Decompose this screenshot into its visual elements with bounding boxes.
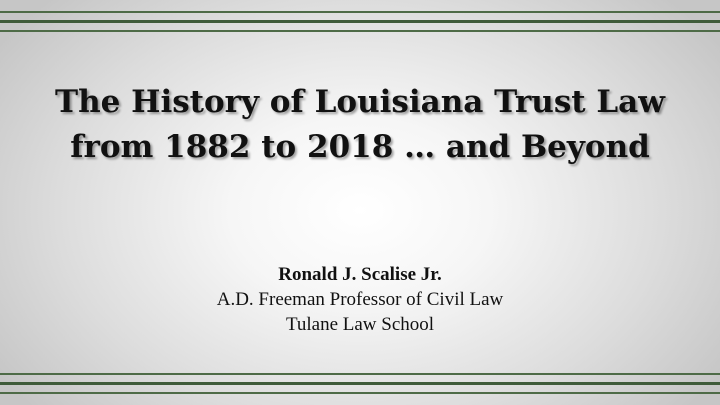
bottom-decorative-lines <box>0 364 720 405</box>
top-line-1 <box>0 11 720 13</box>
presenter-title: A.D. Freeman Professor of Civil Law <box>216 289 504 310</box>
top-line-2 <box>0 20 720 23</box>
presenter-affiliation: Tulane Law School <box>285 314 435 335</box>
bottom-line-1 <box>0 373 720 375</box>
bottom-line-2 <box>0 382 720 385</box>
title-line-1: The History of Louisiana Trust Law <box>55 84 665 120</box>
title-line-2: from 1882 to 2018 … and Beyond <box>70 129 650 165</box>
bottom-line-3 <box>0 392 720 394</box>
presenter-name: Ronald J. Scalise Jr. <box>278 264 442 285</box>
top-decorative-lines <box>0 0 720 38</box>
top-line-3 <box>0 30 720 32</box>
presenter-info <box>60 262 660 337</box>
slide-title <box>20 80 700 170</box>
